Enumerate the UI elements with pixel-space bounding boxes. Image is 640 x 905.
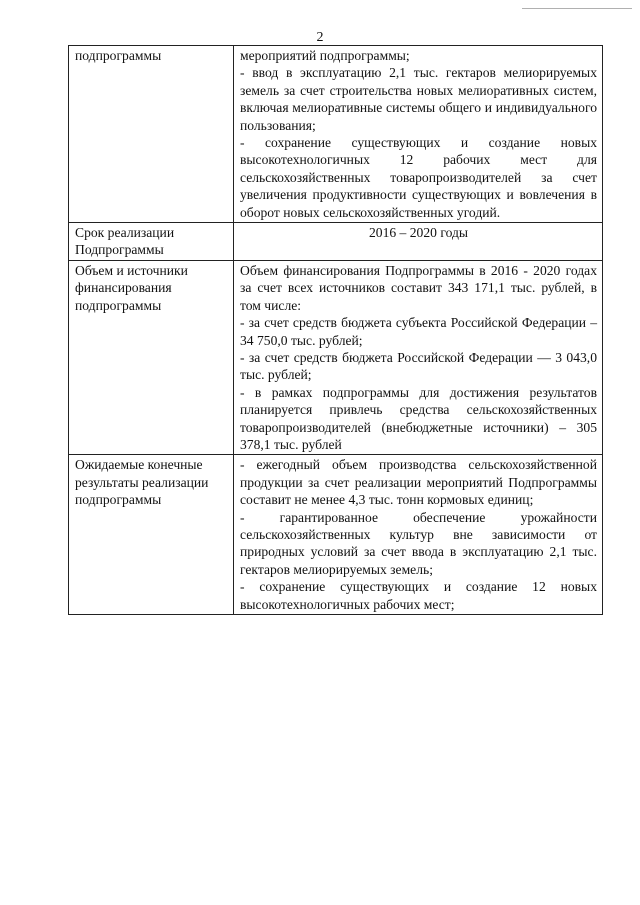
value-paragraph: 2016 – 2020 годы bbox=[368, 225, 469, 241]
value-paragraph: - за счет средств бюджета Российской Федерации — 3 043,0 тыс. рублей; bbox=[240, 349, 597, 383]
row-label bbox=[69, 46, 234, 223]
row-label-line: подпрограммы bbox=[75, 297, 162, 313]
row-value bbox=[234, 46, 603, 223]
value-paragraph: - ввод в эксплуатацию 2,1 тыс. гектаров мелиорируемых земель за счет строительства новых мелиоративных систем, включая мелиоративные системы общего и индивидуального пользования; bbox=[240, 65, 597, 133]
row-label bbox=[69, 260, 234, 454]
table-row-financing bbox=[69, 260, 603, 454]
table-row-expected-results bbox=[69, 455, 603, 615]
row-value bbox=[234, 260, 603, 454]
value-paragraph: - ежегодный объем производства сельскохозяйственной продукции за счет реализации мероприятий Подпрограммы составит не менее 4,3 тыс. тонн кормовых единиц; bbox=[240, 457, 597, 508]
row-value bbox=[234, 455, 603, 615]
row-label-line: финансирования bbox=[75, 280, 172, 296]
row-label bbox=[69, 223, 234, 261]
row-label-line: подпрограммы bbox=[75, 492, 162, 508]
row-label-line: Объем и источники bbox=[75, 262, 188, 278]
value-paragraph: - сохранение существующих и создание 12 новых высокотехнологичных рабочих мест; bbox=[240, 579, 597, 612]
table-row-goals bbox=[69, 46, 603, 223]
value-paragraph: - гарантированное обеспечение урожайности сельскохозяйственных культур вне зависимости от природных условий за счет ввода в эксплуатацию 2,1 тыс. гектаров мелиорируемых земель; bbox=[240, 509, 597, 577]
row-label-line: подпрограммы bbox=[75, 48, 162, 63]
value-paragraph: - за счет средств бюджета субъекта Российской Федерации – 34 750,0 тыс. рублей; bbox=[240, 315, 597, 348]
subprogram-passport-table bbox=[68, 45, 603, 615]
table-row-term bbox=[69, 223, 603, 261]
row-label-line: Подпрограммы bbox=[75, 242, 164, 258]
row-label bbox=[69, 455, 234, 615]
header-rule bbox=[522, 8, 632, 9]
value-paragraph: - в рамках подпрограммы для достижения результатов планируется привлечь средства сельскохозяйственных товаропроизводителей (внебюджетные источники) – 305 378,1 тыс. рублей bbox=[240, 384, 597, 452]
row-label-line: результаты реализации bbox=[75, 474, 209, 490]
value-paragraph: - сохранение существующих и создание новых высокотехнологичных 12 рабочих мест для сельскохозяйственных товаропроизводителей за счет увеличения продуктивности существующих и вовлечения в оборот новых сельскохозяйственных угодий. bbox=[240, 135, 597, 220]
value-paragraph: мероприятий подпрограммы; bbox=[240, 48, 410, 63]
row-value bbox=[234, 223, 603, 261]
page-number: 2 bbox=[316, 30, 324, 45]
value-paragraph: Объем финансирования Подпрограммы в 2016 - 2020 годах за счет всех источников составит 343 171,1 тыс. рублей, в том числе: bbox=[240, 262, 597, 313]
row-label-line: Ожидаемые конечные bbox=[75, 457, 203, 473]
row-label-line: Срок реализации bbox=[75, 225, 175, 241]
